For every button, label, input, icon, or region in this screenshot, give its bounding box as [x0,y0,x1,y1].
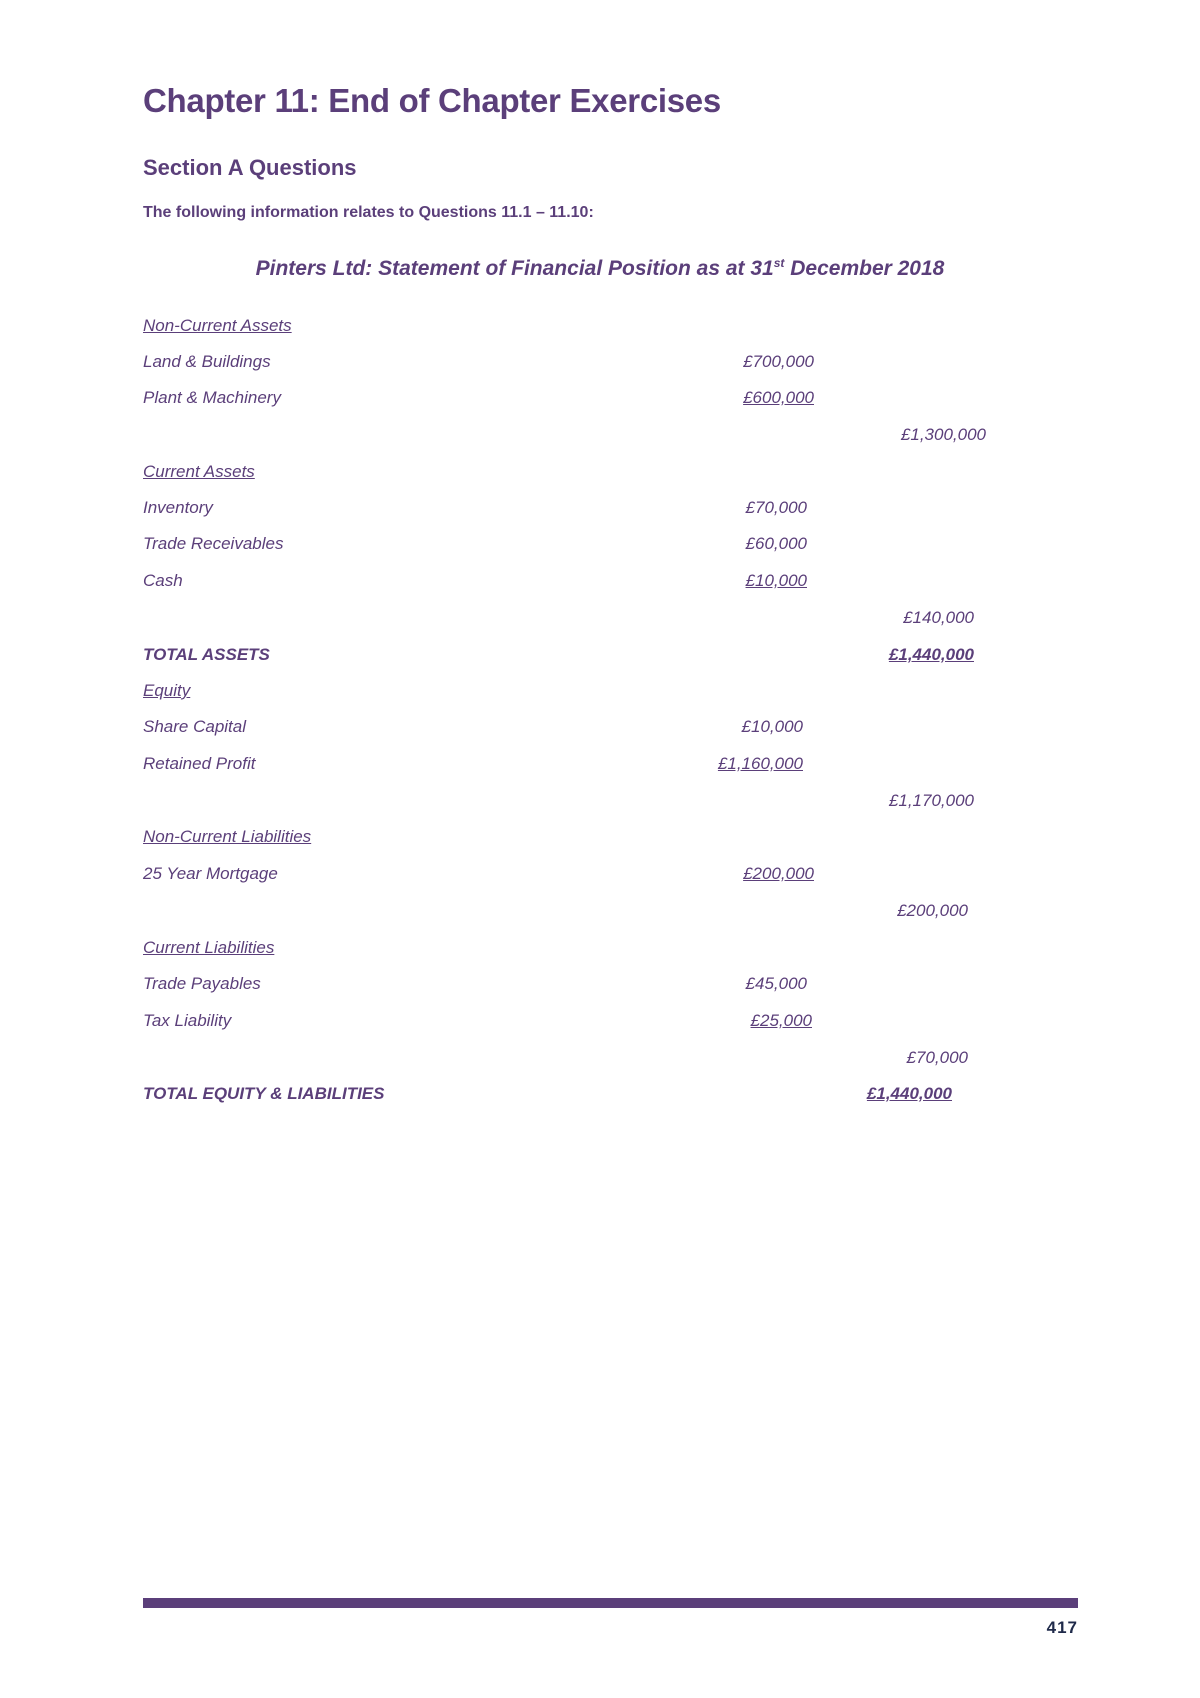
row-plant-machinery [0,388,1200,416]
row-amount-col1: £10,000 [741,717,803,736]
row-label: Cash [143,571,183,590]
row-amount-col1: £1,160,000 [717,754,803,773]
row-cash [0,571,1200,599]
statement-title-sup: st [773,256,785,270]
row-label: Trade Payables [143,974,261,993]
row-label: Plant & Machinery [143,388,281,407]
row-tax-liability [0,1011,1200,1039]
row-subtotal-equity [0,791,1200,819]
section-title: Section A Questions [143,155,357,180]
row-land-buildings [0,352,1200,380]
row-label: Share Capital [143,717,247,736]
row-amount-col1: £600,000 [743,388,814,407]
row-amount-col2: £1,300,000 [900,425,986,444]
row-inventory [0,498,1200,526]
row-label: Tax Liability [143,1011,232,1030]
row-amount-col1: £60,000 [745,534,807,553]
row-subtotal-current-liabilities [0,1048,1200,1076]
row-amount-col2: £200,000 [897,901,968,920]
row-subtotal-current-assets [0,608,1200,636]
statement-title-pre: Pinters Ltd: Statement of Financial Position as at 31 [255,257,774,280]
row-amount-col1: £45,000 [745,974,807,993]
row-amount-col2: £140,000 [903,608,974,627]
row-subtotal-noncurrent-liabilities [0,901,1200,929]
row-subtotal-noncurrent-assets [0,425,1200,453]
row-mortgage [0,864,1200,892]
row-label: Equity [143,681,191,700]
row-amount-col1: £700,000 [743,352,814,371]
row-amount-col2: £1,440,000 [866,1084,952,1103]
row-amount-col1: £70,000 [745,498,807,517]
row-current-liabilities-heading [0,938,1200,966]
row-label: 25 Year Mortgage [143,864,278,883]
row-label: Retained Profit [143,754,256,773]
row-label: Current Liabilities [143,938,275,957]
row-amount-col1: £25,000 [750,1011,812,1030]
row-amount-col1: £10,000 [745,571,807,590]
row-label: Inventory [143,498,213,517]
row-share-capital [0,717,1200,745]
row-label: Non-Current Liabilities [143,827,312,846]
row-amount-col2: £1,440,000 [888,645,974,664]
row-amount-col2: £1,170,000 [888,791,974,810]
row-label: Land & Buildings [143,352,271,371]
footer-divider [143,1598,1078,1608]
row-noncurrent-liabilities-heading [0,827,1200,855]
row-current-assets-heading [0,462,1200,490]
row-retained-profit [0,754,1200,782]
statement-title [0,256,1200,281]
row-label: Trade Receivables [143,534,284,553]
row-label: Non-Current Assets [143,316,292,335]
row-trade-payables [0,974,1200,1002]
page-number: 417 [1046,1618,1078,1637]
statement-title-post: December 2018 [784,257,945,280]
row-label: Current Assets [143,462,255,481]
row-equity-heading [0,681,1200,709]
row-label: TOTAL ASSETS [143,645,270,664]
chapter-title: Chapter 11: End of Chapter Exercises [143,82,721,119]
row-total-equity-liabilities [0,1084,1200,1112]
row-amount-col1: £200,000 [743,864,814,883]
row-trade-receivables [0,534,1200,562]
row-noncurrent-assets-heading [0,316,1200,344]
row-amount-col2: £70,000 [906,1048,968,1067]
intro-text: The following information relates to Questions 11.1 – 11.10: [143,204,594,221]
row-total-assets [0,645,1200,673]
row-label: TOTAL EQUITY & LIABILITIES [143,1084,385,1103]
